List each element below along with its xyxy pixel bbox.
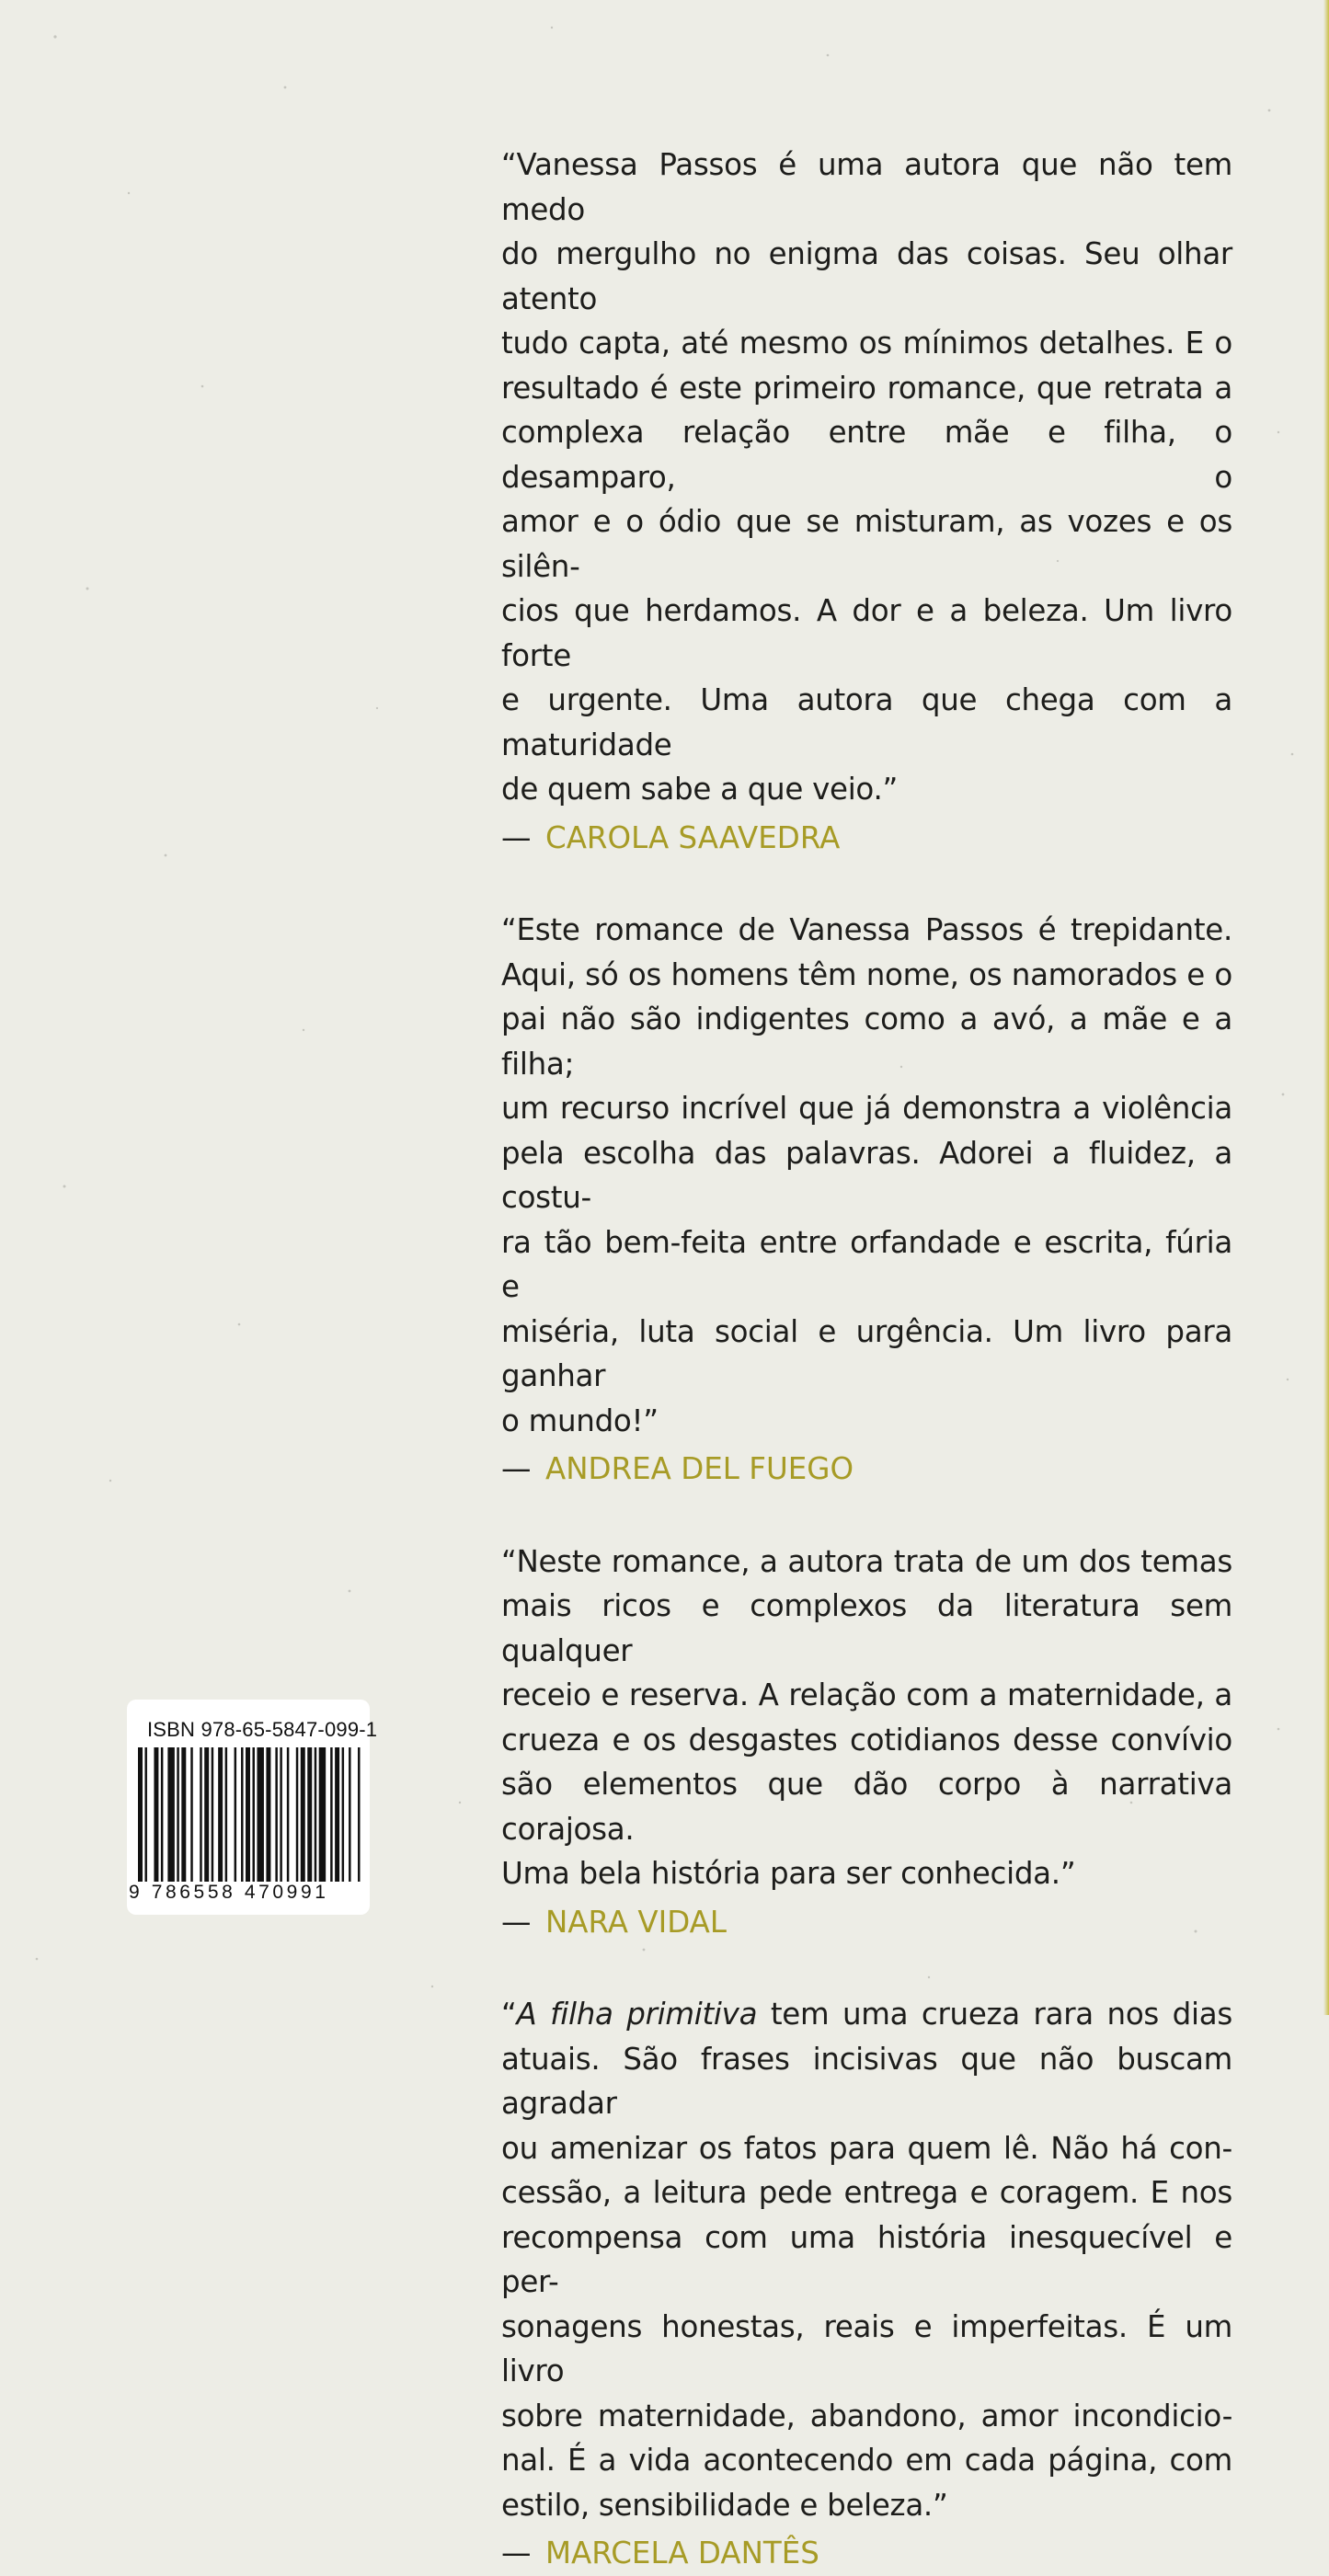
blurb-attribution [501, 816, 1232, 861]
barcode-bar [287, 1747, 289, 1902]
quote-line: complexa relação entre mãe e filha, o desamparo, o [501, 415, 1232, 495]
blurbs-column [501, 143, 1232, 2576]
quote-line: um recurso incrível que já demonstra a violência [501, 1091, 1232, 1126]
barcode-bar [335, 1747, 339, 1902]
author-name: NARA VIDAL [545, 1904, 727, 1940]
quote-line: miséria, luta social e urgência. Um livro para ganhar [501, 1313, 1232, 1393]
barcode-bar [315, 1747, 316, 1902]
barcode-bar [154, 1747, 158, 1902]
edge-stripe [1323, 0, 1329, 2015]
barcode-bars [138, 1747, 362, 1902]
barcode-bar [280, 1747, 281, 1902]
barcode-bar [241, 1747, 243, 1902]
quote-line: “Este romance de Vanessa Passos é trepidante. [501, 912, 1232, 947]
quote-line: estilo, sensibilidade e beleza.” [501, 2487, 948, 2523]
em-dash: — [501, 2536, 532, 2570]
quote-line: pai não são indigentes como a avó, a mãe e a filha; [501, 1002, 1232, 1082]
barcode-bar [200, 1747, 201, 1902]
quote-line: recompensa com uma história inesquecível e per- [501, 2219, 1232, 2299]
quote-line: sonagens honestas, reais e imperfeitas. É um livro [501, 2308, 1232, 2388]
quote-line: o mundo!” [501, 1402, 659, 1438]
blurb-quote [501, 1540, 1232, 1896]
barcode-bar [181, 1747, 186, 1902]
blurb-carola-saavedra [501, 143, 1232, 860]
quote-line: cessão, a leitura pede entrega e coragem. E nos [501, 2175, 1232, 2210]
quote-line: atuais. São frases incisivas que não buscam agradar [501, 2041, 1232, 2121]
quote-line: ou amenizar os fatos para quem lê. Não há con- [501, 2130, 1232, 2166]
barcode-bar [257, 1747, 263, 1902]
barcode-bar [349, 1747, 350, 1902]
quote-line: de quem sabe a que veio.” [501, 772, 899, 807]
barcode-bar [301, 1747, 305, 1902]
barcode-bar [167, 1747, 174, 1902]
barcode-bar [319, 1747, 326, 1902]
barcode-digits [129, 1882, 364, 1904]
barcode-bar [218, 1747, 223, 1902]
author-name: ANDREA DEL FUEGO [545, 1451, 854, 1486]
quote-line-first [501, 1992, 1232, 2037]
blurb-marcela-dantes [501, 1992, 1232, 2576]
barcode-bar [246, 1747, 250, 1902]
quote-line: crueza e os desgastes cotidianos desse convívio [501, 1722, 1232, 1757]
quote-line: “Vanessa Passos é uma autora que não tem medo [501, 147, 1232, 227]
barcode-bar [330, 1747, 332, 1902]
barcode-digits-text: 9 786558 470991 [129, 1882, 329, 1903]
em-dash: — [501, 1904, 532, 1940]
quote-line: mais ricos e complexos da literatura sem qualquer [501, 1588, 1232, 1668]
blurb-attribution [501, 1900, 1232, 1945]
quote-line: amor e o ódio que se misturam, as vozes e os silên- [501, 504, 1232, 584]
barcode-bar [342, 1747, 344, 1902]
barcode-bar [252, 1747, 254, 1902]
blurb-andrea-del-fuego [501, 908, 1232, 1492]
quote-line: receio e reserva. A relação com a maternidade, a [501, 1677, 1232, 1712]
barcode-bar [266, 1747, 270, 1902]
em-dash: — [501, 819, 532, 855]
barcode-bar [161, 1747, 163, 1902]
quote-line: “Neste romance, a autora trata de um dos temas [501, 1543, 1232, 1579]
author-name: MARCELA DANTÊS [545, 2536, 819, 2570]
barcode-bar [212, 1747, 213, 1902]
barcode-bar [235, 1747, 236, 1902]
quote-line: nal. É a vida acontecendo em cada página, com [501, 2443, 1232, 2478]
isbn-label: ISBN 978-65-5847-099-1 [147, 1718, 378, 1741]
quote-line: Aqui, só os homens têm nome, os namorados e o [501, 956, 1232, 992]
quote-line: do mergulho no enigma das coisas. Seu olhar atento [501, 236, 1232, 316]
barcode-bar [177, 1747, 178, 1902]
blurb-attribution [501, 1447, 1232, 1492]
open-quote: “ [501, 1997, 517, 2032]
blurb-attribution [501, 2531, 1232, 2576]
isbn-barcode [127, 1700, 378, 1915]
quote-text: tem uma crueza rara nos dias [757, 1997, 1232, 2032]
quote-line: e urgente. Uma autora que chega com a maturidade [501, 682, 1232, 762]
quote-line: são elementos que dão corpo à narrativa corajosa. [501, 1767, 1232, 1847]
barcode-bar [358, 1747, 360, 1902]
barcode-bar [307, 1747, 312, 1902]
quote-line: Uma bela história para ser conhecida.” [501, 1856, 1076, 1891]
quote-line: sobre maternidade, abandono, amor incondicio- [501, 2398, 1232, 2433]
barcode-bar [190, 1747, 192, 1902]
barcode-bar [275, 1747, 277, 1902]
blurb-quote [501, 908, 1232, 1443]
quote-line: tudo capta, até mesmo os mínimos detalhes. E o [501, 326, 1232, 361]
blurb-quote [501, 1992, 1232, 2527]
quote-line: cios que herdamos. A dor e a beleza. Um livro forte [501, 593, 1232, 673]
barcode-bar [138, 1747, 143, 1902]
blurb-nara-vidal [501, 1540, 1232, 1945]
book-title: A filha primitiva [516, 1997, 758, 2032]
quote-line: ra tão bem-feita entre orfandade e escrita, fúria e [501, 1224, 1232, 1304]
author-name: CAROLA SAAVEDRA [545, 819, 841, 855]
barcode-bar [204, 1747, 209, 1902]
barcode-bar [296, 1747, 298, 1902]
em-dash: — [501, 1451, 532, 1486]
barcode-bar [225, 1747, 227, 1902]
blurb-quote [501, 143, 1232, 812]
quote-line: pela escolha das palavras. Adorei a fluidez, a costu- [501, 1135, 1232, 1215]
barcode-bar [144, 1747, 146, 1902]
quote-line: resultado é este primeiro romance, que retrata a [501, 370, 1232, 406]
